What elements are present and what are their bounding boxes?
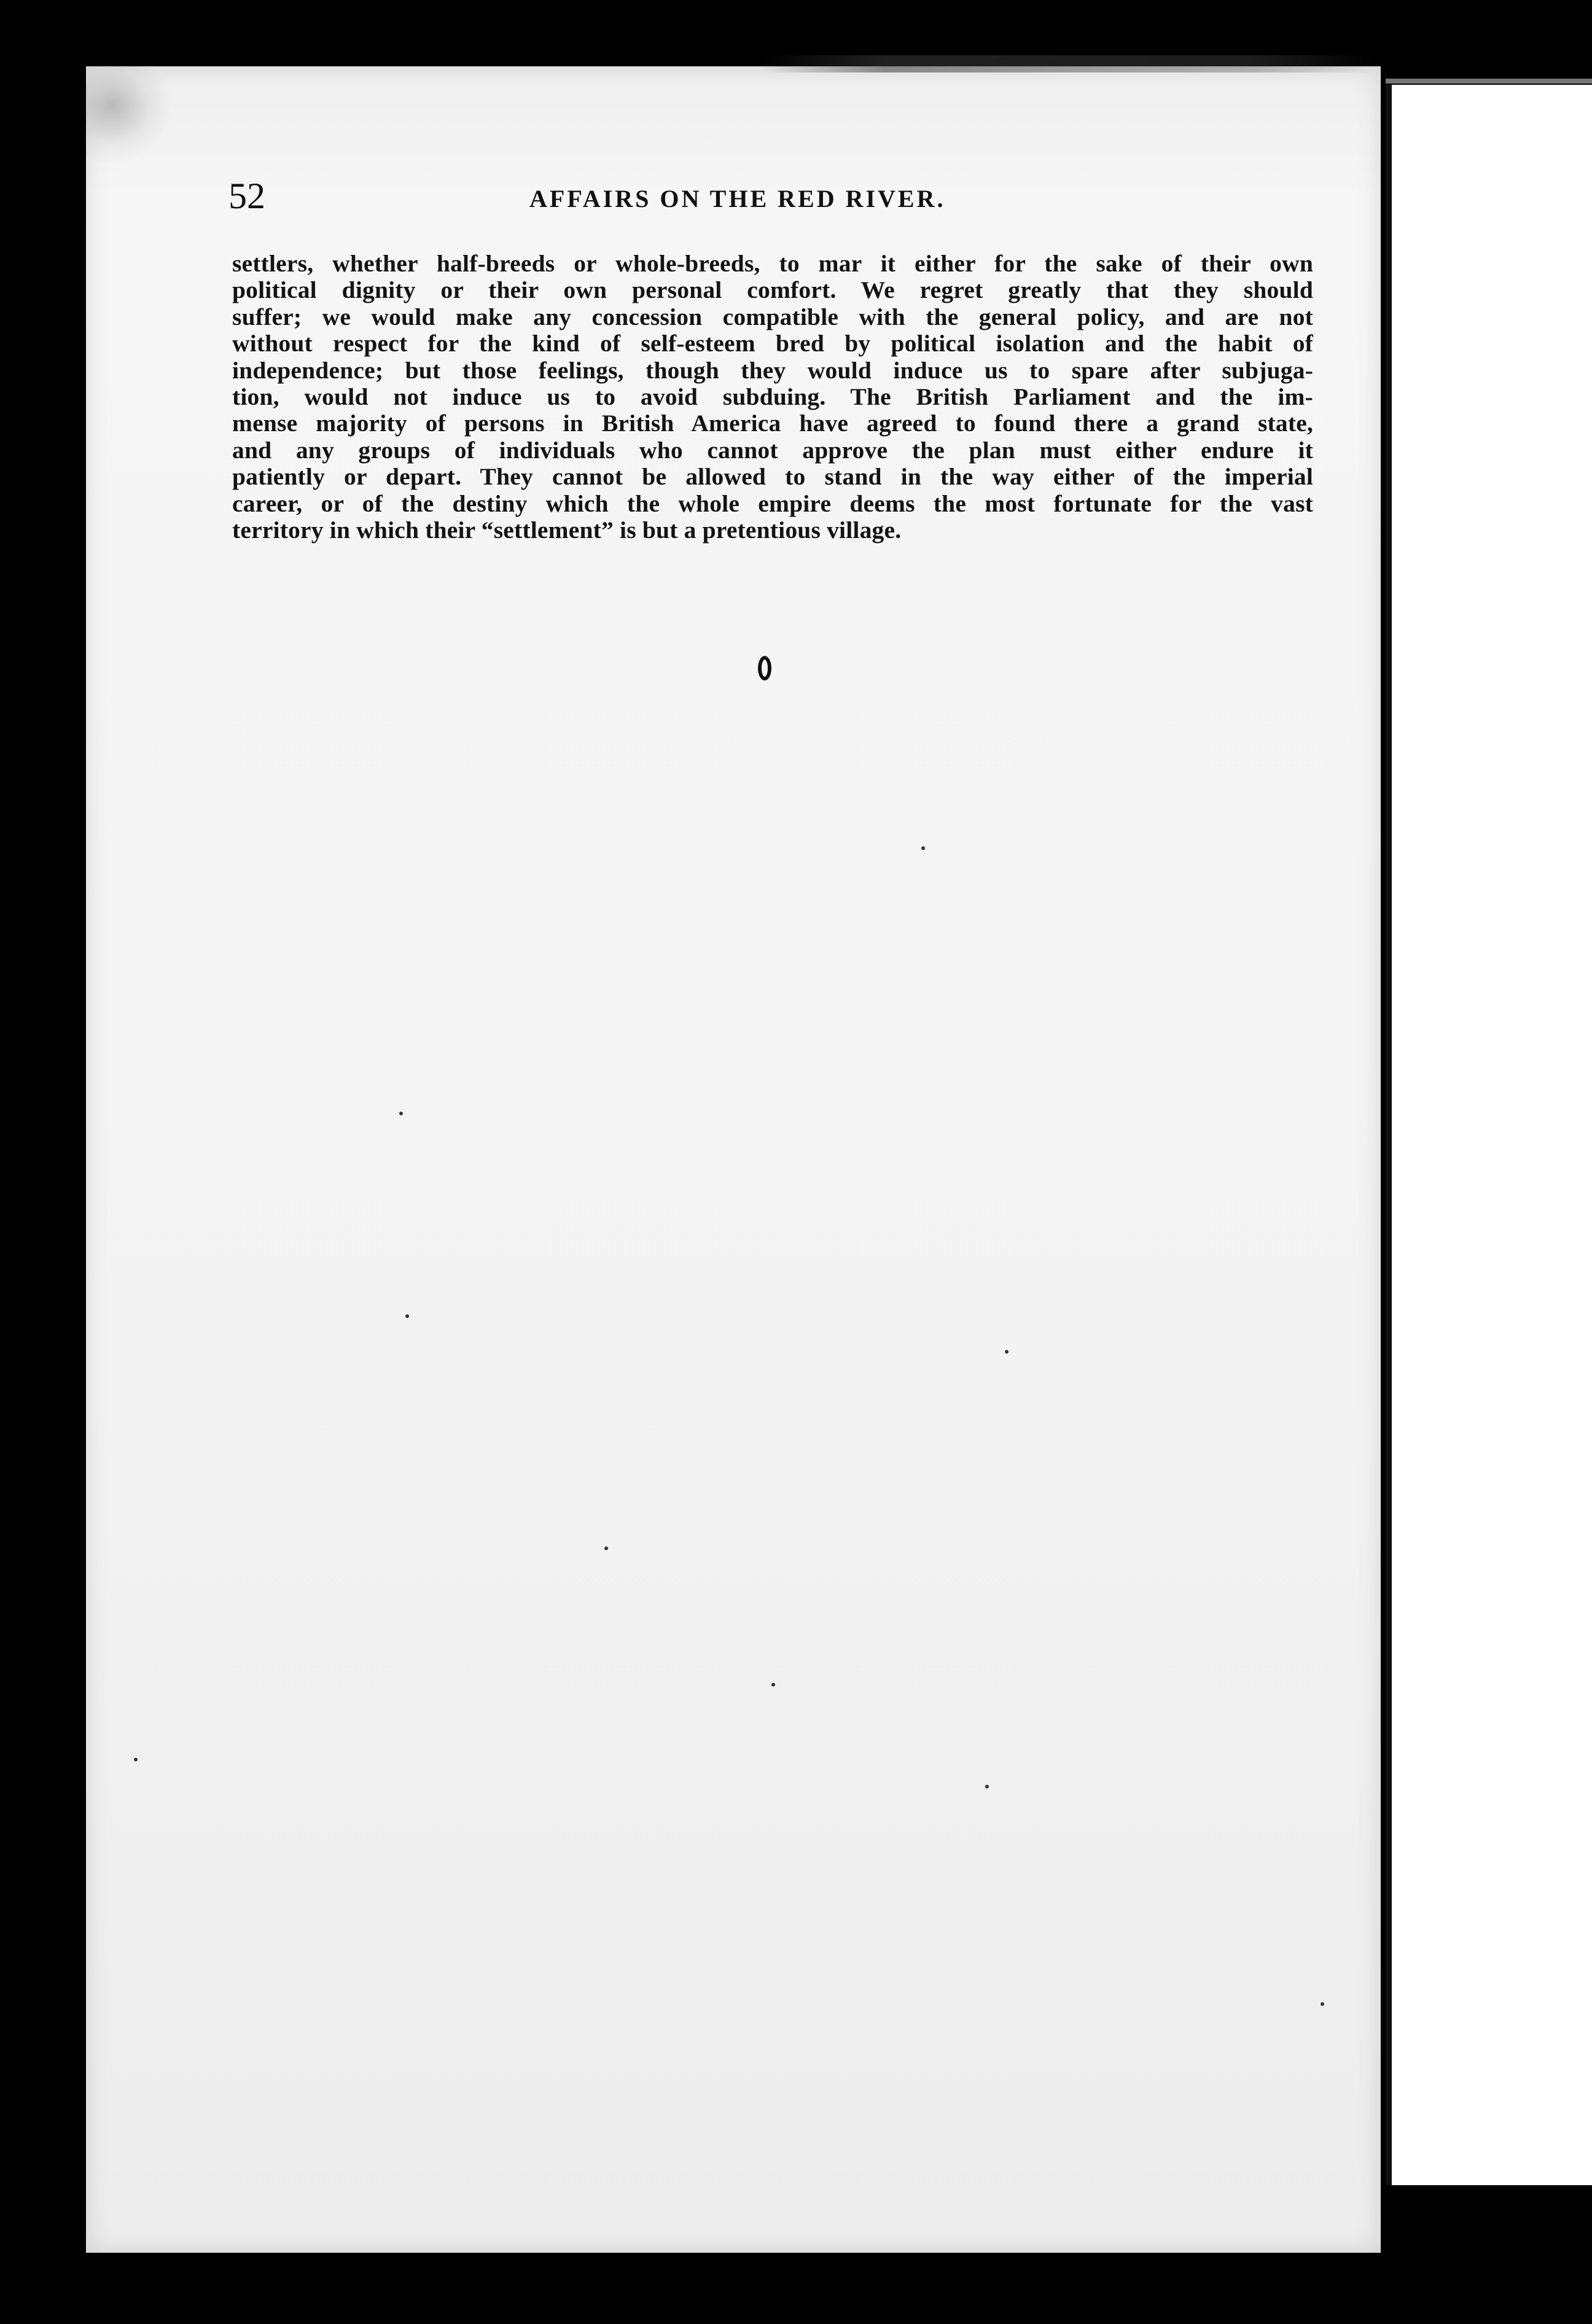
running-title: AFFAIRS ON THE RED RIVER. bbox=[529, 185, 946, 213]
paper-speck bbox=[985, 1785, 989, 1788]
facing-page-edge bbox=[1386, 85, 1592, 2185]
text-line: political dignity or their own personal comfort. We regret greatly that they should bbox=[232, 276, 1313, 304]
text-line: patiently or depart. They cannot be allowed to stand in the way either of the imperial bbox=[232, 463, 1313, 491]
text-line: independence; but those feelings, though they would induce us to spare after subjuga- bbox=[232, 356, 1313, 384]
text-line: without respect for the kind of self-esteem bred by political isolation and the habit of bbox=[232, 330, 1313, 357]
text-line: career, or of the destiny which the whole empire deems the most fortunate for the vast bbox=[232, 489, 1313, 517]
section-end-ornament bbox=[758, 656, 771, 680]
paper-speck bbox=[399, 1112, 403, 1115]
body-paragraph bbox=[232, 251, 1313, 544]
text-line: suffer; we would make any concession compatible with the general policy, and are not bbox=[232, 303, 1313, 330]
page-number: 52 bbox=[228, 176, 265, 216]
text-line: settlers, whether half-breeds or whole-breeds, to mar it either for the sake of their own bbox=[232, 250, 1313, 277]
text-line: tion, would not induce us to avoid subduing. The British Parliament and the im- bbox=[232, 383, 1313, 411]
page-header bbox=[228, 174, 1021, 224]
text-line: mense majority of persons in British America have agreed to found there a grand state, bbox=[232, 410, 1313, 437]
paper-speck bbox=[1005, 1350, 1009, 1354]
paper-speck bbox=[604, 1546, 608, 1550]
page-corner-shadow bbox=[86, 66, 172, 165]
top-edge-smudge bbox=[762, 55, 1376, 72]
paper-speck bbox=[134, 1758, 138, 1761]
paper-speck bbox=[405, 1314, 409, 1318]
paper-speck bbox=[921, 846, 925, 850]
text-line: and any groups of individuals who cannot approve the plan must either endure it bbox=[232, 436, 1313, 464]
facing-page-top-edge bbox=[1386, 79, 1592, 84]
paper-speck bbox=[1321, 2002, 1324, 2006]
text-line: territory in which their “settlement” is but a pretentious village. bbox=[232, 517, 902, 544]
paper-speck bbox=[771, 1683, 775, 1686]
